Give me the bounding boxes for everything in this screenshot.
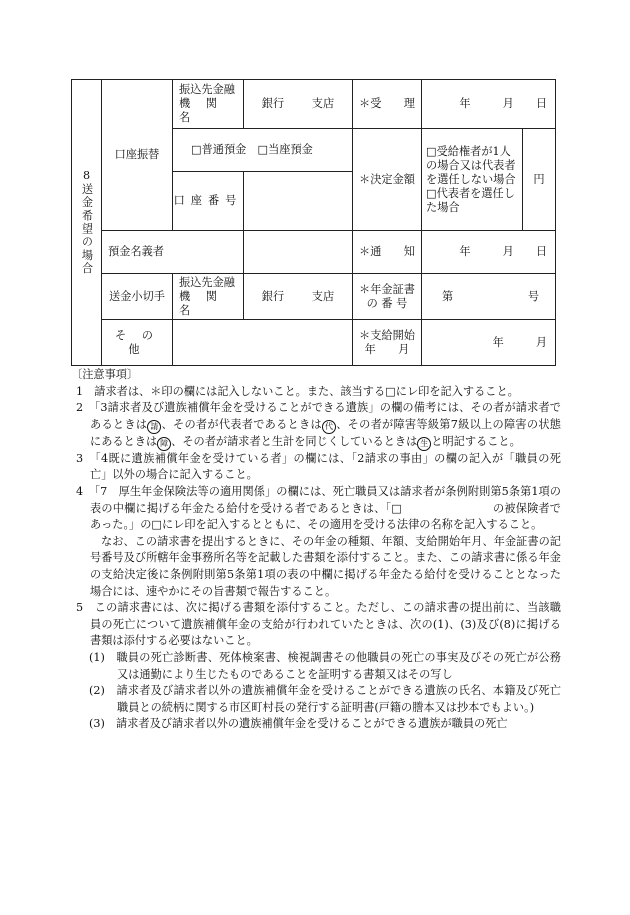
account-holder-label: 預金名義者 (102, 231, 244, 274)
section-8-cell (72, 80, 102, 366)
sonota-field[interactable] (173, 320, 353, 366)
note-2: 2 「3請求者及び遺族補償年金を受けることができる遺族」の欄の備考には、その者が請求者であるときは 請 、その者が代表者であるときは 代 、その者が障害等級第7級以上の障害の状態にあるときは 障 、その者が請求者と生計を同じくしているときは 生 と明記すること。 (71, 400, 561, 451)
sei-mark-icon: 請 (147, 420, 161, 434)
section-title: 送金希望の場合 (80, 183, 94, 276)
note-5-item-2: (2) 請求者及び請求者以外の遺族補償年金を受けることができる遺族の氏名、本籍及び死亡職員との続柄に関する市区町村長の発行する証明書(戸籍の謄本又は抄本でもよい。) (89, 684, 561, 714)
sonota-label: そ の 他 (102, 320, 173, 366)
notes-heading: 〔注意事項〕 (71, 368, 139, 381)
account-number-label: 口座番号 (173, 172, 244, 231)
note-3: 3 「4既に遺族補償年金を受けている者」の欄には、「2請求の事由」の欄の記入が「職員の死亡」以外の場合に記入すること。 (76, 451, 561, 482)
note-5-item-1: (1) 職員の死亡診断書、死体検案書、検視調書その他職員の死亡の事実及びその死亡が公務又は通勤により生じたものであることを証明する書類又はその写し (89, 650, 561, 681)
yen-unit: 円 (523, 129, 556, 231)
remittance-form-table (71, 79, 556, 366)
uketsuke-date-field: 年 月 日 (422, 80, 556, 129)
note-1: 1 請求者は、＊印の欄には記入しないこと。また、該当する□にレ印を記入すること。 (76, 384, 519, 398)
seikei-mark-icon: 生 (417, 437, 431, 451)
nenkin-shosho-label: ＊年金証書 の 番 号 (353, 274, 422, 320)
dai-mark-icon: 代 (322, 420, 336, 434)
section-number: 8 (82, 169, 91, 183)
kettei-label: ＊決定金額 (353, 129, 422, 231)
note-5-item-3: (3) 請求者及び請求者以外の遺族補償年金を受けることができる遺族が職員の死亡 (89, 717, 508, 731)
shikyu-date-field: 年 月 (422, 320, 556, 366)
option-single-checkbox[interactable]: □受給権者が1人の場合又は代表者を選任しない場合 (426, 144, 516, 186)
tsuchi-label: ＊通 知 (353, 231, 422, 274)
option-representative-checkbox[interactable]: □代表者を選任した場合 (426, 186, 515, 214)
uketsuke-label: ＊受 理 (353, 80, 422, 129)
shikyu-label: ＊支給開始 年 月 (353, 320, 422, 366)
nenkin-number-field: 第 号 (422, 274, 556, 320)
kogitte-label: 送金小切手 (102, 274, 173, 320)
sho-mark-icon: 障 (157, 437, 171, 451)
bank-name-field[interactable]: 銀行 支店 (244, 80, 353, 129)
bank-name-label: 振込先金融 機 関 名 (173, 80, 244, 129)
note-4-continued: なお、この請求書を提出するときに、その年金の種類、年額、支給開始年月、年金証書の記号番号及び所轄年金事務所名等を記載した書類を添付すること。また、この請求書に係る年金の支給決定後に条例附則第5条第1項の表の中欄に掲げる年金たる給付を受けることとなった場合には、速やかにその旨書類で報告すること。 (90, 534, 561, 598)
account-number-field[interactable] (244, 172, 353, 231)
note-4: 4 「7 厚生年金保険法等の適用関係」の欄には、死亡職員又は請求者が条例附則第5条第1項の表の中欄に掲げる年金たる給付を受ける者であるときは、「□ の被保険者であった。」の□にレ印を記入するとともに、その適用を受ける法律の名称を記入すること。 (76, 484, 561, 532)
toza-checkbox[interactable]: □当座預金 (257, 143, 313, 156)
koza-furikae-label: 口座振替 (102, 80, 173, 231)
bank-name-label-2: 振込先金融 機 関 名 (173, 274, 244, 320)
account-holder-field[interactable] (244, 231, 353, 274)
tsuchi-date-field: 年 月 日 (422, 231, 556, 274)
futsu-checkbox[interactable]: □普通預金 (191, 143, 247, 156)
deposit-type-field[interactable] (173, 129, 353, 172)
note-5: 5 この請求書には、次に掲げる書類を添付すること。ただし、この請求書の提出前に、当該職員の死亡について遺族補償年金の支給が行われていたときは、次の(1)、(3)及び(8)に掲げる書類は添付する必要はないこと。 (76, 601, 561, 648)
kettei-options (422, 129, 523, 231)
bank-name-field-2[interactable]: 銀行 支店 (244, 274, 353, 320)
notes-section (71, 367, 561, 733)
